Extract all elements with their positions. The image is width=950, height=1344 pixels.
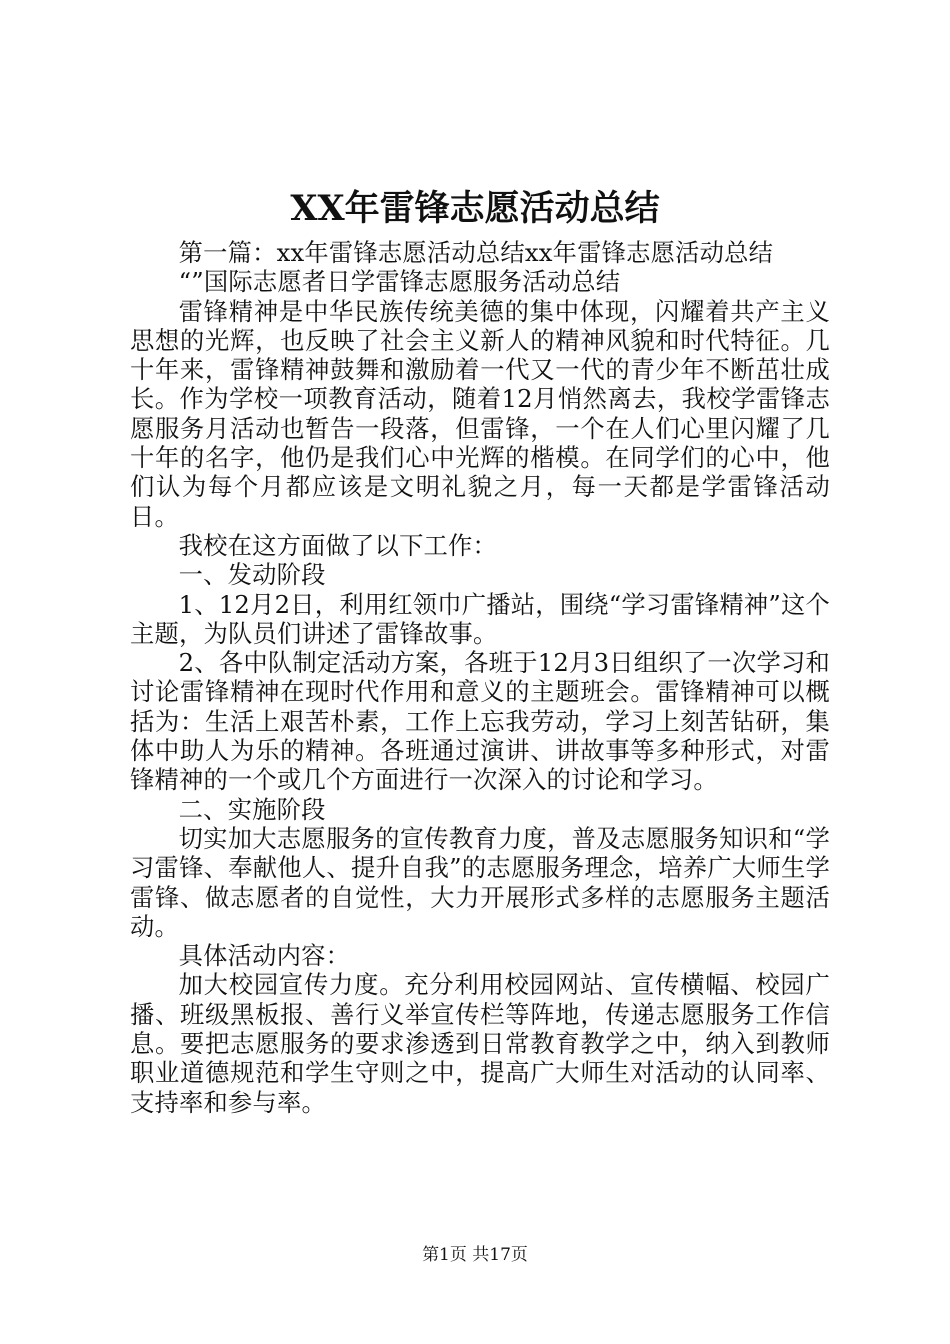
page-footer: 第1页 共17页 <box>422 1245 528 1265</box>
paragraph: 切实加大志愿服务的宣传教育力度，普及志愿服务知识和“学习雷锋、奉献他人、提升自我”的志愿服务理念，培养广大师生学雷锋、做志愿者的自觉性，大力开展形式多样的志愿服务主题活动。 <box>130 823 830 941</box>
section-heading: 二、实施阶段 <box>178 794 326 824</box>
paragraph: “”国际志愿者日学雷锋志愿服务活动总结 <box>178 267 621 297</box>
paragraph: 2、各中队制定活动方案，各班于12月3日组织了一次学习和讨论雷锋精神在现时代作用和意义的主题班会。雷锋精神可以概括为：生活上艰苦朴素，工作上忘我劳动，学习上刻苦钻研，集体中助人为乐的精神。各班通过演讲、讲故事等多种形式，对雷锋精神的一个或几个方面进行一次深入的讨论和学习。 <box>130 648 830 795</box>
paragraph: 具体活动内容： <box>178 941 351 971</box>
paragraph: 1、12月2日，利用红领巾广播站，围绕“学习雷锋精神”这个主题，为队员们讲述了雷锋故事。 <box>130 589 830 648</box>
paragraph: 我校在这方面做了以下工作： <box>178 530 498 560</box>
paragraph: 加大校园宣传力度。充分利用校园网站、宣传横幅、校园广播、班级黑板报、善行义举宣传栏等阵地，传递志愿服务工作信息。要把志愿服务的要求渗透到日常教育教学之中，纳入到教师职业道德规范和学生守则之中，提高广大师生对活动的认同率、支持率和参与率。 <box>130 970 830 1117</box>
section-heading: 一、发动阶段 <box>178 560 326 590</box>
document-body <box>130 238 830 1117</box>
paragraph: 第一篇：xx年雷锋志愿活动总结xx年雷锋志愿活动总结 <box>178 238 774 267</box>
paragraph: 雷锋精神是中华民族传统美德的集中体现，闪耀着共产主义思想的光辉，也反映了社会主义新人的精神风貌和时代特征。几十年来，雷锋精神鼓舞和激励着一代又一代的青少年不断茁壮成长。作为学校一项教育活动，随着12月悄然离去，我校学雷锋志愿服务月活动也暂告一段落，但雷锋，一个在人们心里闪耀了几十年的名字，他仍是我们心中光辉的楷模。在同学们的心中，他们认为每个月都应该是文明礼貌之月，每一天都是学雷锋活动日。 <box>130 296 830 531</box>
document-title: XX年雷锋志愿活动总结 <box>290 188 660 229</box>
